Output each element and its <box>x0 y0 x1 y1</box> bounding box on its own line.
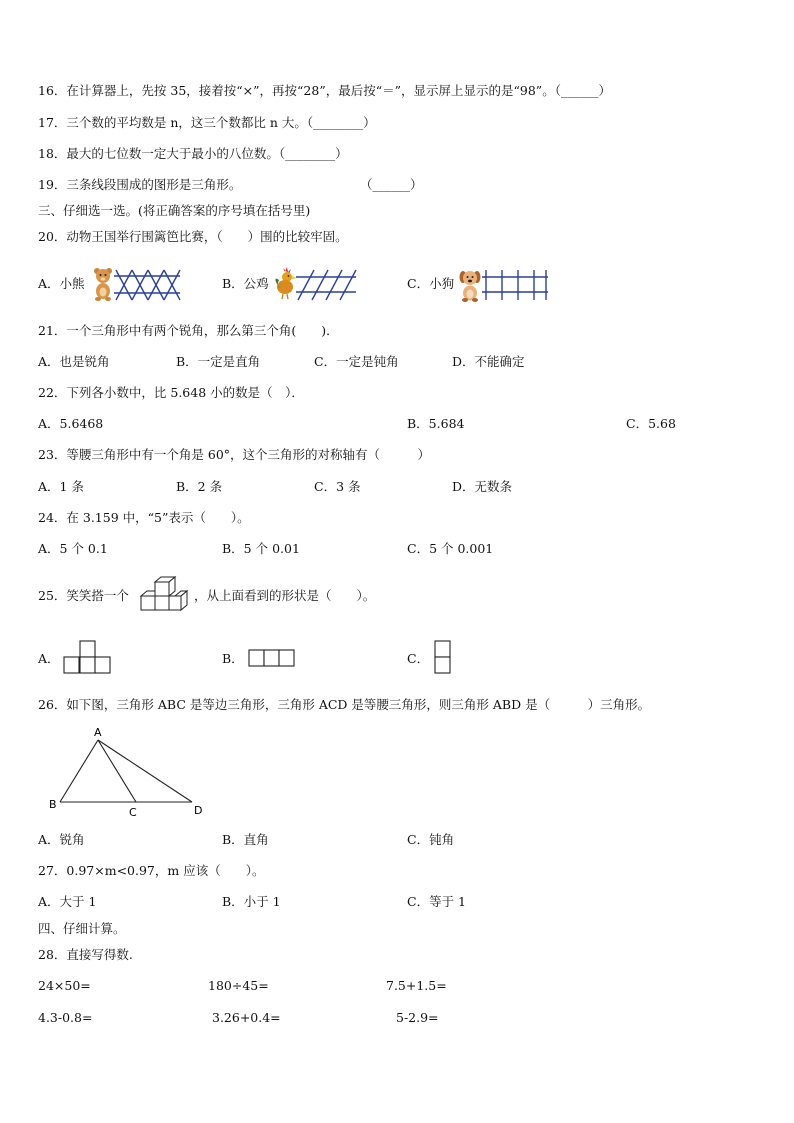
q24-option-c: C．5 个 0.001 <box>407 541 494 556</box>
q22-option-c: C．5.68 <box>626 416 676 431</box>
q25-option-c: C． <box>407 651 430 666</box>
vertex-label-b: B <box>49 798 57 811</box>
q26-option-c: C．钝角 <box>407 832 455 847</box>
q22-option-a: A．5.6468 <box>38 416 104 431</box>
q26-option-a: A．锐角 <box>38 832 85 847</box>
q25-option-b: B． <box>222 651 244 666</box>
question-17: 17．三个数的平均数是 n，这三个数都比 n 大。（________） <box>38 115 376 130</box>
section-4-heading: 四、仔细计算。 <box>38 921 126 936</box>
question-28: 28．直接写得数. <box>38 947 133 962</box>
question-20: 20．动物王国举行围篱笆比赛，（ ）围的比较牢固。 <box>38 229 348 244</box>
question-25-tail: ，从上面看到的形状是（ ）。 <box>194 588 376 603</box>
triangle-abd-figure <box>44 726 214 822</box>
vertex-label-c: C <box>129 806 137 819</box>
fence-slant-pattern <box>294 268 358 302</box>
q27-option-b: B．小于 1 <box>222 894 281 909</box>
section-3-heading: 三、仔细选一选。(将正确答案的序号填在括号里) <box>38 203 311 218</box>
q25-option-a-shape <box>61 638 113 676</box>
question-25-lead: 25．笑笑搭一个 <box>38 588 129 603</box>
q23-option-c: C．3 条 <box>314 479 361 494</box>
calc-expression: 24×50= <box>38 978 91 993</box>
question-21: 21．一个三角形中有两个锐角，那么第三个角( )． <box>38 323 339 338</box>
question-19: 19．三条线段围成的图形是三角形。 <box>38 177 242 192</box>
q20-option-b: B．公鸡 <box>222 276 269 291</box>
question-26: 26．如下图，三角形 ABC 是等边三角形，三角形 ACD 是等腰三角形，则三角形 ABD 是（ ）三角形。 <box>38 697 651 712</box>
q21-option-b: B．一定是直角 <box>176 354 261 369</box>
q27-option-c: C．等于 1 <box>407 894 466 909</box>
q24-option-a: A．5 个 0.1 <box>38 541 108 556</box>
question-27: 27．0.97×m<0.97，m 应该（ ）。 <box>38 863 265 878</box>
question-22: 22．下列各小数中，比 5.648 小的数是（ ）． <box>38 385 304 400</box>
q22-option-b: B．5.684 <box>407 416 465 431</box>
question-16: 16．在计算器上，先按 35，接着按“×”，再按“28”，最后按“＝”，显示屏上显示的是“98”。（______） <box>38 83 611 98</box>
q20-option-c: C．小狗 <box>407 276 455 291</box>
fence-grid-pattern <box>480 268 550 302</box>
fence-cross-pattern <box>112 268 182 302</box>
vertex-label-d: D <box>194 804 203 817</box>
q23-option-d: D．无数条 <box>452 479 513 494</box>
question-19-blank: （______） <box>360 177 423 192</box>
q27-option-a: A．大于 1 <box>38 894 97 909</box>
question-24: 24．在 3.159 中，“5”表示（ ）。 <box>38 510 250 525</box>
q24-option-b: B．5 个 0.01 <box>222 541 300 556</box>
q20-option-a: A．小熊 <box>38 276 85 291</box>
dog-icon <box>458 268 482 302</box>
q21-option-d: D．不能确定 <box>452 354 525 369</box>
q21-option-a: A．也是锐角 <box>38 354 110 369</box>
stacked-cubes-figure <box>137 576 193 614</box>
calc-expression: 4.3-0.8= <box>38 1010 93 1025</box>
q21-option-c: C．一定是钝角 <box>314 354 399 369</box>
q25-option-a: A． <box>38 651 60 666</box>
question-18: 18．最大的七位数一定大于最小的八位数。（________） <box>38 146 348 161</box>
bear-icon <box>92 266 114 302</box>
q23-option-b: B．2 条 <box>176 479 223 494</box>
calc-expression: 3.26+0.4= <box>212 1010 281 1025</box>
q26-option-b: B．直角 <box>222 832 269 847</box>
q25-option-b-shape <box>246 647 298 669</box>
calc-expression: 5-2.9= <box>396 1010 439 1025</box>
question-23: 23．等腰三角形中有一个角是 60°，这个三角形的对称轴有（ ） <box>38 447 431 462</box>
calc-expression: 180÷45= <box>208 978 269 993</box>
vertex-label-a: A <box>94 726 102 739</box>
calc-expression: 7.5+1.5= <box>386 978 447 993</box>
q25-option-c-shape <box>432 638 454 676</box>
q23-option-a: A．1 条 <box>38 479 84 494</box>
